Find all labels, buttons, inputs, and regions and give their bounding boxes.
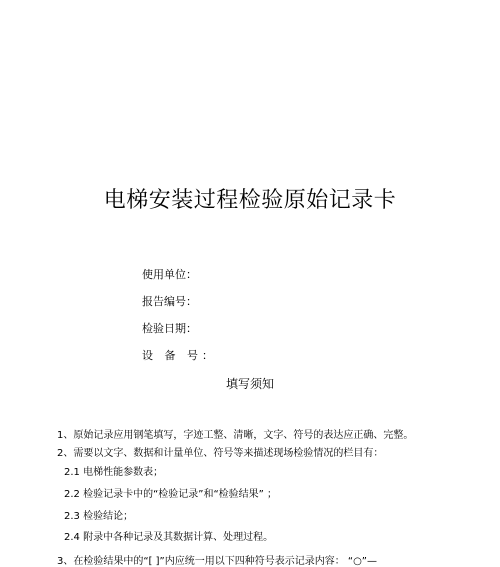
notice-item-2: 2、需要以文字、数据和计量单位、符号等来描述现场检验情况的栏目有： bbox=[57, 448, 384, 459]
notice-subitem-2-3: 2.3 检验结论； bbox=[64, 511, 134, 522]
notice-item-3: 3、在检验结果中的“[ ]”内应统一用以下四种符号表示记录内容： “○”— bbox=[57, 556, 377, 567]
document-title: 电梯安装过程检验原始记录卡 bbox=[103, 188, 397, 213]
notice-subitem-2-1: 2.1 电梯性能参数表； bbox=[64, 467, 164, 478]
notice-item-1: 1、原始记录应用钢笔填写，字迹工整、清晰，文字、符号的表达应正确、完整。 bbox=[57, 430, 414, 441]
field-device-number: 设 备 号： bbox=[142, 349, 217, 362]
field-report-number: 报告编号： bbox=[142, 295, 197, 308]
field-inspection-date: 检验日期： bbox=[142, 322, 197, 335]
notice-heading: 填写须知 bbox=[225, 377, 274, 391]
notice-subitem-2-2: 2.2 检验记录卡中的“检验记录”和“检验结果” ； bbox=[64, 489, 277, 500]
notice-subitem-2-4: 2.4 附录中各种记录及其数据计算、处理过程。 bbox=[64, 532, 274, 543]
field-use-unit: 使用单位： bbox=[142, 268, 197, 281]
